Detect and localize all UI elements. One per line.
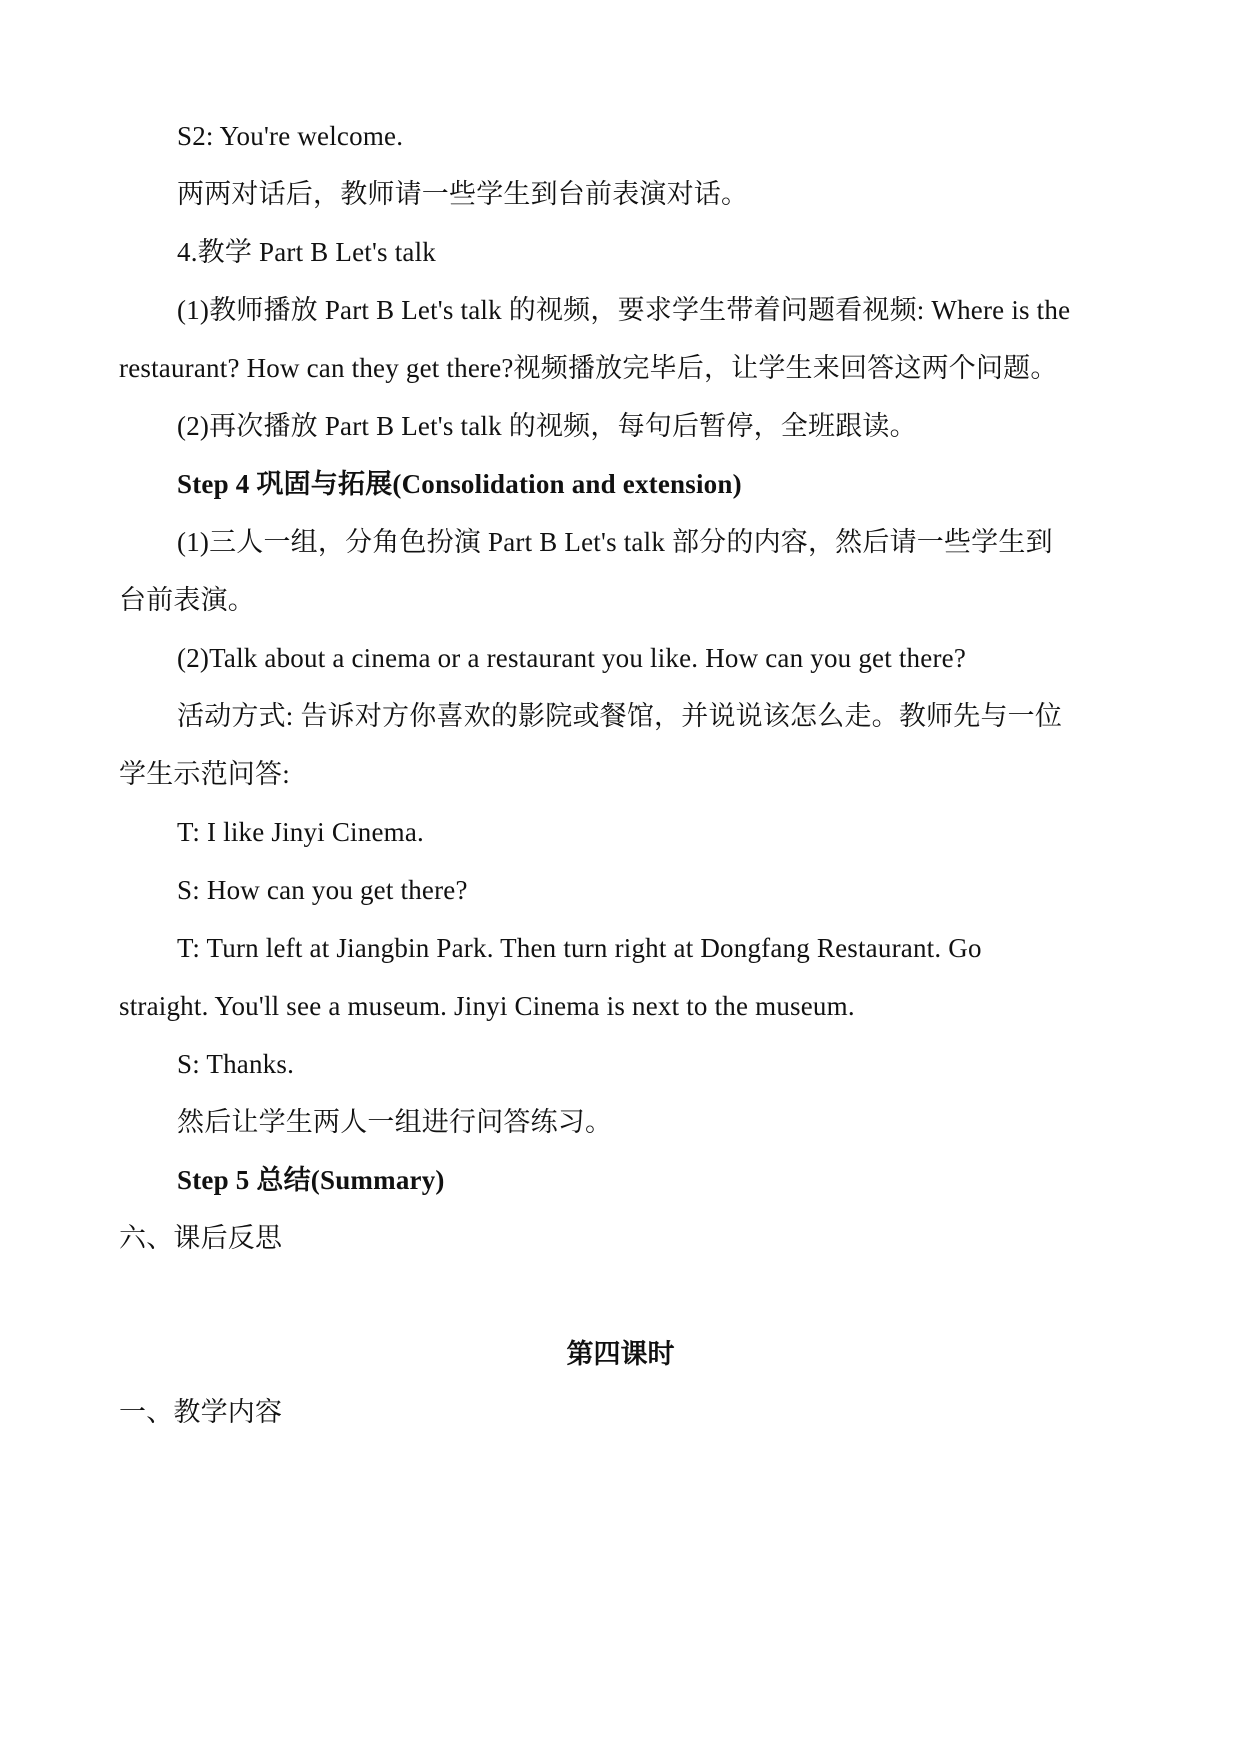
- paragraph: (2)再次播放 Part B Let's talk 的视频，每句后暂停，全班跟读。: [177, 411, 917, 441]
- paragraph: 活动方式: 告诉对方你喜欢的影院或餐馆，并说说该怎么走。教师先与一位: [177, 701, 1063, 731]
- dialogue-line: T: I like Jinyi Cinema.: [177, 817, 424, 847]
- dialogue-line: T: Turn left at Jiangbin Park. Then turn right at Dongfang Restaurant. Go: [177, 933, 982, 963]
- section-heading: 4.教学 Part B Let's talk: [177, 237, 436, 267]
- paragraph: (2)Talk about a cinema or a restaurant you like. How can you get there?: [177, 643, 966, 673]
- step-heading: Step 4 巩固与拓展(Consolidation and extension): [177, 469, 742, 499]
- dialogue-line: S2: You're welcome.: [177, 121, 404, 151]
- section-heading: 一、教学内容: [119, 1397, 283, 1427]
- paragraph-continuation: 学生示范问答:: [119, 759, 290, 789]
- paragraph: (1)教师播放 Part B Let's talk 的视频，要求学生带着问题看视频: Where is the: [177, 295, 1071, 325]
- paragraph-continuation: restaurant? How can they get there?视频播放完毕后，让学生来回答这两个问题。: [119, 353, 1058, 383]
- paragraph: 然后让学生两人一组进行问答练习。: [177, 1107, 613, 1137]
- paragraph: (1)三人一组，分角色扮演 Part B Let's talk 部分的内容，然后请一些学生到: [177, 527, 1053, 557]
- dialogue-line: S: How can you get there?: [177, 875, 468, 905]
- dialogue-line: S: Thanks.: [177, 1049, 295, 1079]
- dialogue-continuation: straight. You'll see a museum. Jinyi Cinema is next to the museum.: [119, 991, 855, 1021]
- paragraph-continuation: 台前表演。: [119, 585, 255, 615]
- step-heading: Step 5 总结(Summary): [177, 1165, 445, 1195]
- paragraph: 两两对话后，教师请一些学生到台前表演对话。: [177, 179, 749, 209]
- lesson-title: 第四课时: [566, 1339, 675, 1369]
- section-heading: 六、课后反思: [119, 1223, 283, 1253]
